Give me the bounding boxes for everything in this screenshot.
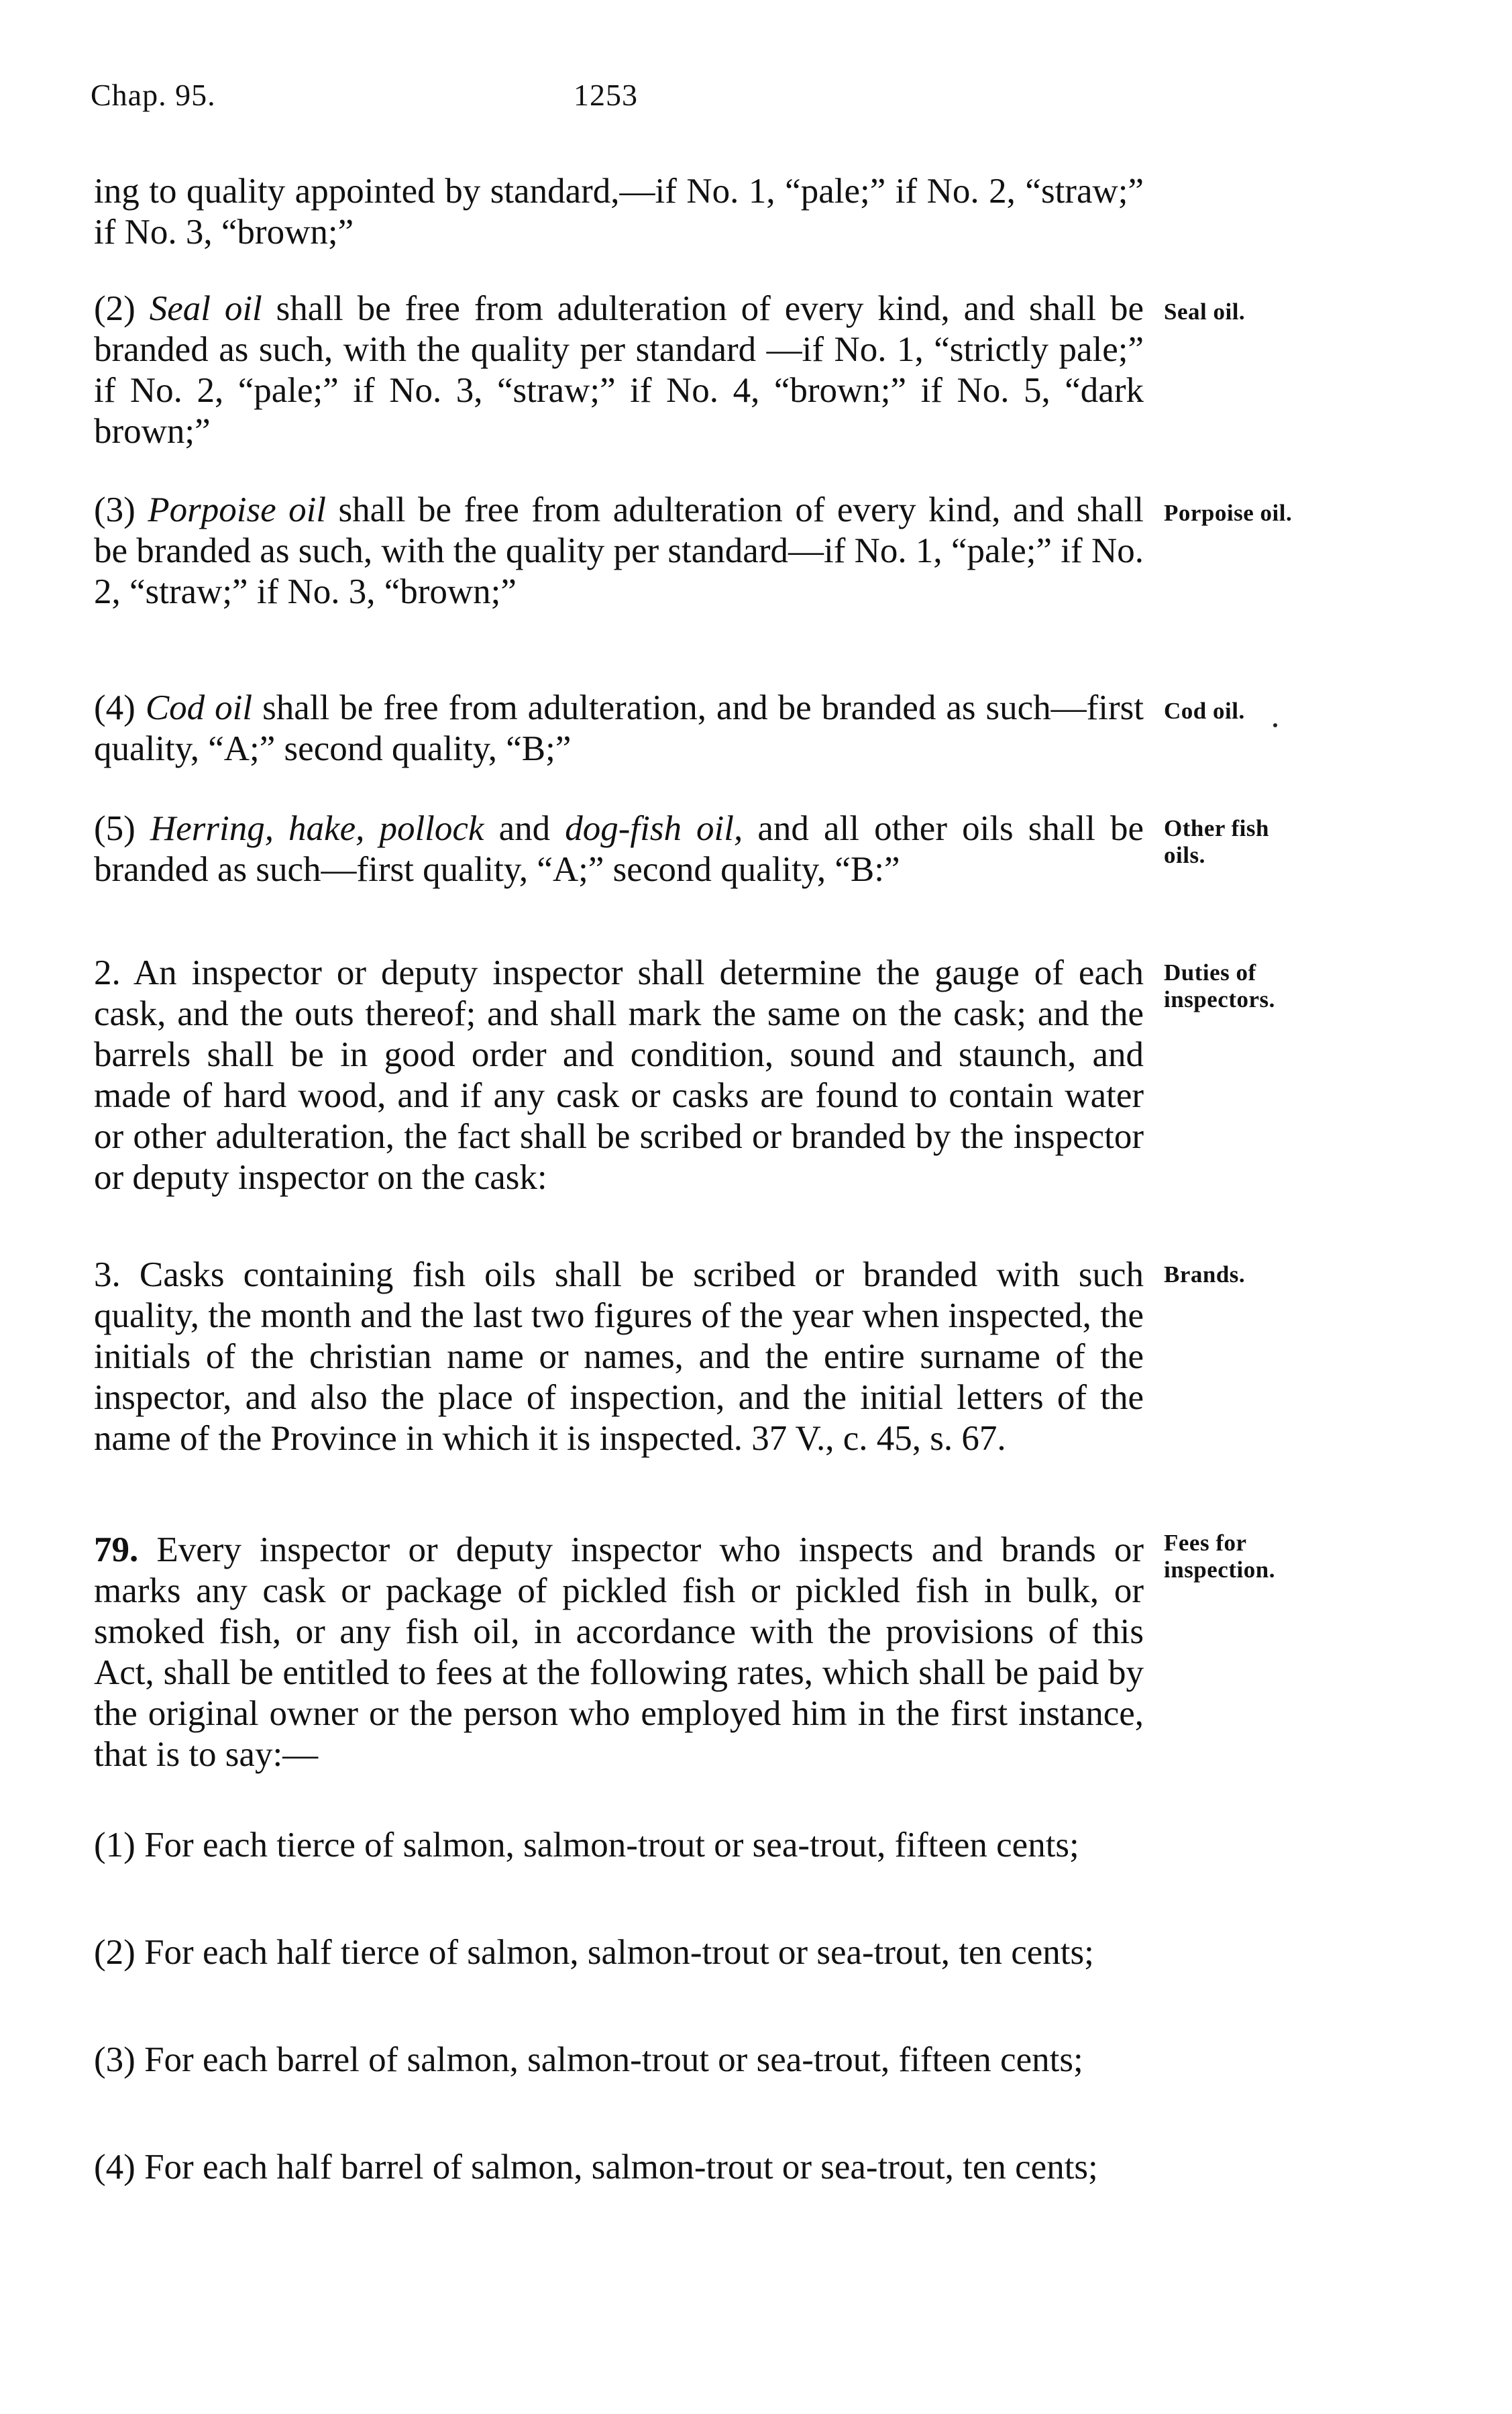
paragraph-fees [94, 1530, 1144, 1775]
paragraph-number: (2) [94, 1933, 136, 1972]
paragraph-subject: Porpoise oil [148, 490, 327, 529]
paragraph-continuation [94, 171, 1144, 253]
paragraph-subject: Cod oil [145, 688, 253, 727]
paragraph-cod-oil [94, 688, 1144, 770]
margin-note-cod-oil: Cod oil. [1164, 698, 1245, 724]
fee-item-half-tierce [94, 1932, 1144, 1973]
chapter-label: Chap. 95. [91, 78, 216, 112]
paragraph-text: An inspector or deputy inspector shall determine the gauge of each cask, and the outs thereof; and shall mark the same on the cask; and the barrels shall be in good order and condition, sound and staunch, and made of hard wood, and if any cask or casks are found to contain water or other adulteration, the fact shall be scribed or branded by the inspector or deputy inspector on the cask: [94, 953, 1144, 1197]
paragraph-subject-2: dog-fish oil, [565, 809, 743, 848]
margin-note-fees: Fees for inspection. [1164, 1530, 1275, 1583]
margin-note-seal-oil: Seal oil. [1164, 299, 1246, 325]
paragraph-text: shall be free from adulteration, and be branded as such—first quality, “A;” second quality, “B;” [94, 688, 1144, 768]
paragraph-porpoise-oil [94, 490, 1144, 613]
paragraph-text: shall be free from adulteration of every kind, and shall be branded as such, with the quality per standard —if No. 1, “strictly pale;” if No. 2, “pale;” if No. 3, “straw;” if No. 4, “brown;” if No. 5, “dark brown;” [94, 289, 1144, 451]
paragraph-number: 2. [94, 953, 121, 992]
paragraph-number: (1) [94, 1826, 136, 1865]
paragraph-text: For each half barrel of salmon, salmon-trout or sea-trout, ten cents; [144, 2148, 1098, 2187]
paragraph-number: (4) [94, 688, 136, 727]
paragraph-seal-oil [94, 288, 1144, 452]
paragraph-connector: and [498, 809, 551, 848]
paragraph-number: (5) [94, 809, 136, 848]
paragraph-text: For each tierce of salmon, salmon-trout or sea-trout, fifteen cents; [144, 1826, 1079, 1865]
paragraph-other-fish-oils [94, 808, 1144, 890]
paragraph-text: ing to quality appointed by standard,—if No. 1, “pale;” if No. 2, “straw;” if No. 3, “brown;” [94, 172, 1144, 252]
paragraph-duties [94, 953, 1144, 1198]
page-number: 1253 [574, 78, 638, 112]
paragraph-number: (3) [94, 2040, 136, 2079]
paragraph-text: For each barrel of salmon, salmon-trout or sea-trout, fifteen cents; [144, 2040, 1083, 2079]
print-speck [1273, 723, 1277, 727]
paragraph-subject: Seal oil [149, 289, 262, 328]
margin-note-other-fish-oils: Other fish oils. [1164, 815, 1269, 868]
paragraph-number: 3. [94, 1255, 121, 1294]
fee-item-tierce [94, 1825, 1144, 1866]
section-number: 79. [94, 1530, 139, 1569]
paragraph-brands [94, 1255, 1144, 1459]
paragraph-subject: Herring, hake, pollock [150, 809, 484, 848]
paragraph-number: (2) [94, 289, 136, 328]
paragraph-text: Casks containing fish oils shall be scribed or branded with such quality, the month and the last two figures of the year when inspected, the initials of the christian name or names, and the entire surname of the inspector, and also the place of inspection, and the initial letters of the name of the Province in which it is inspected. 37 V., c. 45, s. 67. [94, 1255, 1144, 1458]
margin-note-porpoise-oil: Porpoise oil. [1164, 500, 1293, 526]
paragraph-number: (3) [94, 490, 136, 529]
margin-note-brands: Brands. [1164, 1261, 1246, 1288]
margin-note-duties: Duties of inspectors. [1164, 959, 1275, 1012]
paragraph-text: shall be free from adulteration of every kind, and shall be branded as such, with the quality per standard—if No. 1, “pale;” if No. 2, “straw;” if No. 3, “brown;” [94, 490, 1144, 611]
paragraph-text: For each half tierce of salmon, salmon-trout or sea-trout, ten cents; [144, 1933, 1094, 1972]
page-header [91, 77, 1164, 131]
fee-item-barrel [94, 2040, 1144, 2081]
paragraph-text: Every inspector or deputy inspector who inspects and brands or marks any cask or package of pickled fish or pickled fish in bulk, or smoked fish, or any fish oil, in accordance with the provisions of this Act, shall be entitled to fees at the following rates, which shall be paid by the original owner or the person who employed him in the first instance, that is to say:— [94, 1530, 1144, 1774]
paragraph-text: and all other oils shall be branded as such—first quality, “A;” second quality, “B:” [94, 809, 1144, 889]
paragraph-number: (4) [94, 2148, 136, 2187]
fee-item-half-barrel [94, 2147, 1144, 2188]
